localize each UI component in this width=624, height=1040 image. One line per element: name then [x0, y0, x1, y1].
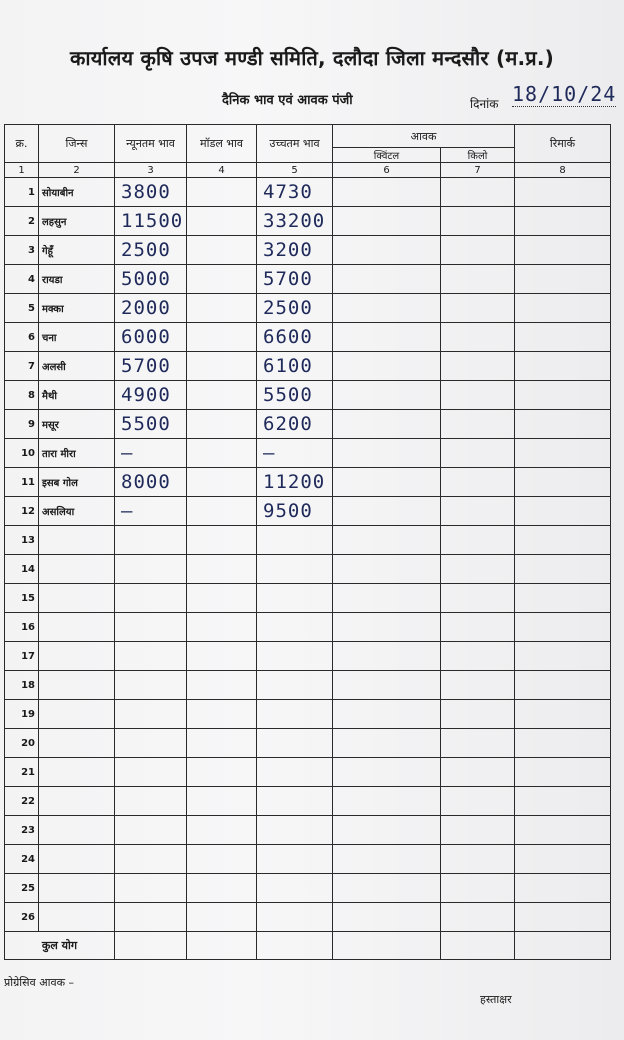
max-price [257, 758, 333, 787]
header-min-price: न्यूनतम भाव [115, 125, 187, 163]
remark [515, 207, 611, 236]
row-number: 13 [5, 526, 39, 555]
arrival-quintal [333, 787, 441, 816]
remark [515, 845, 611, 874]
arrival-kilo [441, 381, 515, 410]
min-price [115, 671, 187, 700]
commodity-name: मसूर [39, 410, 115, 439]
remark [515, 178, 611, 207]
total-cell [515, 932, 611, 960]
model-price [187, 758, 257, 787]
commodity-name: रायडा [39, 265, 115, 294]
table-row [5, 381, 611, 410]
date-label: दिनांक [470, 97, 499, 111]
remark [515, 584, 611, 613]
arrival-kilo [441, 526, 515, 555]
commodity-name: गेहूँ [39, 236, 115, 265]
table-row [5, 468, 611, 497]
table-row [5, 497, 611, 526]
min-price [115, 845, 187, 874]
column-number: 1 [5, 163, 39, 178]
column-number-row [5, 163, 611, 178]
table-row [5, 584, 611, 613]
row-number: 14 [5, 555, 39, 584]
table-row [5, 816, 611, 845]
max-price: 11200 [257, 468, 333, 497]
model-price [187, 845, 257, 874]
table-row [5, 439, 611, 468]
arrival-quintal [333, 468, 441, 497]
table-row [5, 178, 611, 207]
min-price [115, 700, 187, 729]
arrival-quintal [333, 584, 441, 613]
commodity-name: तारा मीरा [39, 439, 115, 468]
arrival-quintal [333, 352, 441, 381]
commodity-name: मैथी [39, 381, 115, 410]
min-price: 2000 [115, 294, 187, 323]
arrival-kilo [441, 729, 515, 758]
table-row [5, 323, 611, 352]
progressive-arrival-label: प्रोग्रेसिव आवक – [4, 976, 75, 989]
model-price [187, 613, 257, 642]
model-price [187, 439, 257, 468]
header-arrival: आवक [333, 125, 515, 148]
model-price [187, 468, 257, 497]
min-price [115, 874, 187, 903]
arrival-quintal [333, 207, 441, 236]
min-price: – [115, 497, 187, 526]
arrival-quintal [333, 294, 441, 323]
arrival-kilo [441, 584, 515, 613]
arrival-quintal [333, 236, 441, 265]
row-number: 24 [5, 845, 39, 874]
table-row [5, 207, 611, 236]
arrival-kilo [441, 294, 515, 323]
min-price [115, 787, 187, 816]
max-price: 6100 [257, 352, 333, 381]
max-price [257, 613, 333, 642]
table-row [5, 526, 611, 555]
table-row [5, 236, 611, 265]
remark [515, 787, 611, 816]
arrival-kilo [441, 352, 515, 381]
row-number: 19 [5, 700, 39, 729]
max-price [257, 845, 333, 874]
arrival-kilo [441, 613, 515, 642]
model-price [187, 700, 257, 729]
arrival-kilo [441, 874, 515, 903]
register-subtitle: दैनिक भाव एवं आवक पंजी [222, 93, 353, 108]
arrival-quintal [333, 410, 441, 439]
arrival-quintal [333, 555, 441, 584]
arrival-kilo [441, 236, 515, 265]
model-price [187, 323, 257, 352]
remark [515, 526, 611, 555]
model-price [187, 178, 257, 207]
max-price [257, 816, 333, 845]
model-price [187, 671, 257, 700]
remark [515, 468, 611, 497]
row-number: 10 [5, 439, 39, 468]
table-row [5, 642, 611, 671]
row-number: 22 [5, 787, 39, 816]
commodity-name [39, 671, 115, 700]
model-price [187, 294, 257, 323]
table-row [5, 729, 611, 758]
remark [515, 265, 611, 294]
arrival-quintal [333, 845, 441, 874]
table-row [5, 671, 611, 700]
max-price [257, 584, 333, 613]
model-price [187, 642, 257, 671]
remark [515, 236, 611, 265]
model-price [187, 352, 257, 381]
column-number: 7 [441, 163, 515, 178]
max-price [257, 787, 333, 816]
commodity-name [39, 613, 115, 642]
arrival-kilo [441, 178, 515, 207]
column-number: 3 [115, 163, 187, 178]
remark [515, 816, 611, 845]
max-price: 33200 [257, 207, 333, 236]
max-price: 5700 [257, 265, 333, 294]
commodity-name: लहसुन [39, 207, 115, 236]
remark [515, 671, 611, 700]
commodity-name [39, 903, 115, 932]
total-label: कुल योग [5, 932, 115, 960]
remark [515, 294, 611, 323]
remark [515, 874, 611, 903]
model-price [187, 903, 257, 932]
header-max-price: उच्चतम भाव [257, 125, 333, 163]
commodity-name: चना [39, 323, 115, 352]
column-number: 6 [333, 163, 441, 178]
commodity-name [39, 758, 115, 787]
table-row [5, 352, 611, 381]
min-price [115, 642, 187, 671]
row-number: 11 [5, 468, 39, 497]
total-cell [115, 932, 187, 960]
commodity-name [39, 584, 115, 613]
remark [515, 555, 611, 584]
arrival-kilo [441, 700, 515, 729]
row-number: 3 [5, 236, 39, 265]
min-price [115, 584, 187, 613]
total-cell [187, 932, 257, 960]
min-price [115, 555, 187, 584]
remark [515, 729, 611, 758]
header-commodity: जिन्स [39, 125, 115, 163]
model-price [187, 236, 257, 265]
min-price [115, 758, 187, 787]
table-row [5, 903, 611, 932]
row-number: 18 [5, 671, 39, 700]
commodity-name [39, 729, 115, 758]
commodity-name: अलसी [39, 352, 115, 381]
arrival-quintal [333, 700, 441, 729]
row-number: 6 [5, 323, 39, 352]
arrival-kilo [441, 903, 515, 932]
arrival-kilo [441, 671, 515, 700]
min-price [115, 613, 187, 642]
row-number: 20 [5, 729, 39, 758]
total-cell [257, 932, 333, 960]
arrival-kilo [441, 845, 515, 874]
min-price: – [115, 439, 187, 468]
min-price: 4900 [115, 381, 187, 410]
arrival-quintal [333, 671, 441, 700]
max-price: 2500 [257, 294, 333, 323]
max-price [257, 526, 333, 555]
column-number: 8 [515, 163, 611, 178]
remark [515, 381, 611, 410]
model-price [187, 584, 257, 613]
arrival-quintal [333, 497, 441, 526]
remark [515, 758, 611, 787]
arrival-quintal [333, 439, 441, 468]
arrival-quintal [333, 874, 441, 903]
commodity-name [39, 874, 115, 903]
table-row [5, 845, 611, 874]
remark [515, 323, 611, 352]
price-arrival-table [4, 124, 611, 960]
model-price [187, 265, 257, 294]
row-number: 12 [5, 497, 39, 526]
table-row [5, 410, 611, 439]
min-price [115, 729, 187, 758]
model-price [187, 555, 257, 584]
arrival-kilo [441, 816, 515, 845]
commodity-name [39, 526, 115, 555]
row-number: 8 [5, 381, 39, 410]
signature-label: हस्ताक्षर [480, 993, 512, 1006]
min-price: 6000 [115, 323, 187, 352]
row-number: 4 [5, 265, 39, 294]
total-cell [441, 932, 515, 960]
commodity-name [39, 845, 115, 874]
min-price [115, 816, 187, 845]
min-price: 5700 [115, 352, 187, 381]
row-number: 5 [5, 294, 39, 323]
arrival-quintal [333, 265, 441, 294]
max-price [257, 903, 333, 932]
date-value: 18/10/24 [512, 82, 617, 106]
table-row [5, 294, 611, 323]
max-price [257, 555, 333, 584]
header-sno: क्र. [5, 125, 39, 163]
row-number: 23 [5, 816, 39, 845]
column-number: 5 [257, 163, 333, 178]
max-price [257, 874, 333, 903]
arrival-quintal [333, 178, 441, 207]
arrival-kilo [441, 439, 515, 468]
arrival-kilo [441, 497, 515, 526]
arrival-quintal [333, 816, 441, 845]
remark [515, 352, 611, 381]
row-number: 9 [5, 410, 39, 439]
arrival-quintal [333, 526, 441, 555]
table-row [5, 265, 611, 294]
arrival-kilo [441, 787, 515, 816]
min-price [115, 526, 187, 555]
max-price [257, 671, 333, 700]
arrival-kilo [441, 642, 515, 671]
arrival-quintal [333, 903, 441, 932]
arrival-kilo [441, 265, 515, 294]
model-price [187, 410, 257, 439]
max-price: 9500 [257, 497, 333, 526]
model-price [187, 207, 257, 236]
commodity-name [39, 700, 115, 729]
table-row [5, 787, 611, 816]
min-price: 8000 [115, 468, 187, 497]
arrival-quintal [333, 323, 441, 352]
total-cell [333, 932, 441, 960]
commodity-name: सोयाबीन [39, 178, 115, 207]
row-number: 7 [5, 352, 39, 381]
arrival-kilo [441, 758, 515, 787]
min-price: 11500 [115, 207, 187, 236]
arrival-kilo [441, 555, 515, 584]
arrival-quintal [333, 613, 441, 642]
remark [515, 642, 611, 671]
column-number: 4 [187, 163, 257, 178]
row-number: 21 [5, 758, 39, 787]
remark [515, 439, 611, 468]
table-row [5, 758, 611, 787]
max-price: – [257, 439, 333, 468]
remark [515, 497, 611, 526]
max-price: 4730 [257, 178, 333, 207]
min-price: 5500 [115, 410, 187, 439]
model-price [187, 729, 257, 758]
arrival-kilo [441, 207, 515, 236]
arrival-kilo [441, 323, 515, 352]
row-number: 26 [5, 903, 39, 932]
arrival-quintal [333, 381, 441, 410]
max-price: 3200 [257, 236, 333, 265]
max-price [257, 700, 333, 729]
model-price [187, 526, 257, 555]
row-number: 2 [5, 207, 39, 236]
row-number: 1 [5, 178, 39, 207]
row-number: 17 [5, 642, 39, 671]
row-number: 16 [5, 613, 39, 642]
arrival-quintal [333, 642, 441, 671]
model-price [187, 381, 257, 410]
min-price: 5000 [115, 265, 187, 294]
column-number: 2 [39, 163, 115, 178]
commodity-name [39, 642, 115, 671]
model-price [187, 497, 257, 526]
remark [515, 410, 611, 439]
table-row [5, 700, 611, 729]
model-price [187, 787, 257, 816]
remark [515, 700, 611, 729]
commodity-name: मक्का [39, 294, 115, 323]
remark [515, 613, 611, 642]
arrival-kilo [441, 468, 515, 497]
model-price [187, 874, 257, 903]
header-model-price: मॉडल भाव [187, 125, 257, 163]
model-price [187, 816, 257, 845]
table-row [5, 555, 611, 584]
table-row [5, 613, 611, 642]
row-number: 15 [5, 584, 39, 613]
remark [515, 903, 611, 932]
row-number: 25 [5, 874, 39, 903]
commodity-name: असलिया [39, 497, 115, 526]
header-kilo: किलो [441, 148, 515, 163]
office-title: कार्यालय कृषि उपज मण्डी समिति, दलौदा जिला मन्दसौर (म.प्र.) [70, 46, 554, 70]
min-price: 3800 [115, 178, 187, 207]
arrival-quintal [333, 729, 441, 758]
commodity-name: इसब गोल [39, 468, 115, 497]
commodity-name [39, 787, 115, 816]
commodity-name [39, 555, 115, 584]
max-price: 5500 [257, 381, 333, 410]
max-price: 6200 [257, 410, 333, 439]
min-price [115, 903, 187, 932]
min-price: 2500 [115, 236, 187, 265]
total-row [5, 932, 611, 960]
table-row [5, 874, 611, 903]
max-price: 6600 [257, 323, 333, 352]
commodity-name [39, 816, 115, 845]
max-price [257, 642, 333, 671]
arrival-kilo [441, 410, 515, 439]
arrival-quintal [333, 758, 441, 787]
header-remark: रिमार्क [515, 125, 611, 163]
header-quintal: क्विंटल [333, 148, 441, 163]
max-price [257, 729, 333, 758]
